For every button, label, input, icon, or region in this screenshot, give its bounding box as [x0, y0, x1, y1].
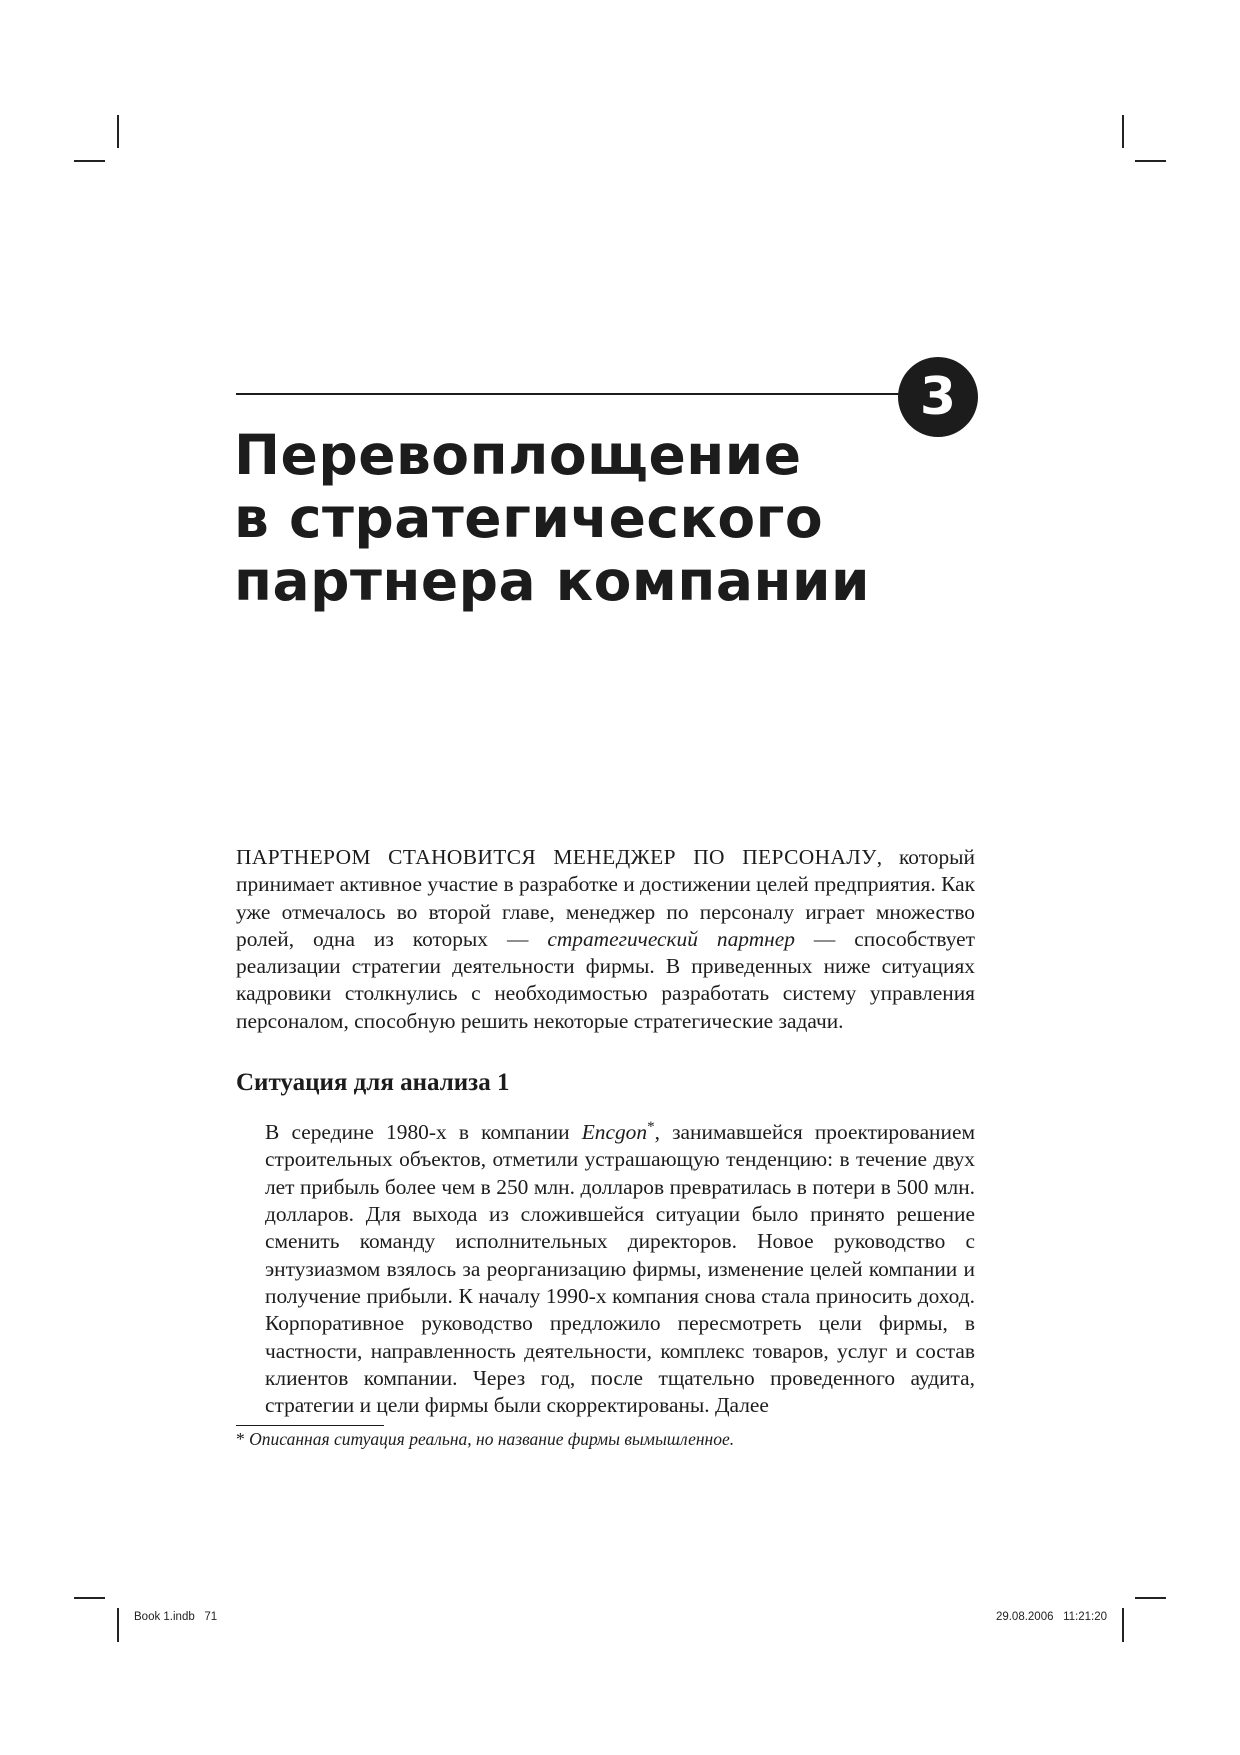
section-heading: Ситуация для анализа 1 — [236, 1069, 510, 1096]
intro-paragraph — [236, 844, 975, 1035]
footnote-mark: * — [236, 1429, 245, 1449]
crop-mark — [1135, 1597, 1166, 1599]
crop-mark — [117, 1608, 119, 1642]
crop-mark — [1122, 1608, 1124, 1642]
footnote — [236, 1428, 734, 1450]
chapter-title-line: партнера компании — [234, 549, 871, 613]
intro-text: — способствует реализации стратегии деятельности фирмы. В приведенных ниже ситуациях кадровики столкнулись с необходимостью разработать систему управления персоналом, способную решить некоторые стратегические задачи. — [236, 926, 975, 1033]
slug-file-info: Book 1.indb 71 — [134, 1611, 218, 1623]
chapter-title-line: в стратегического — [234, 486, 824, 550]
intro-text: , который принимает активное участие в разработке и достижении целей предприятия. Как уже отмечалось во второй главе, менеджер по персоналу играет множество ролей, одна из которых — — [236, 845, 975, 951]
situation-paragraph — [265, 1114, 975, 1419]
intro-emphasis: стратегический партнер — [547, 926, 795, 951]
footnote-reference[interactable]: * — [647, 1119, 655, 1135]
situation-text: В середине 1980-х в компании — [265, 1120, 582, 1145]
crop-mark — [1122, 115, 1124, 148]
company-name: Encgon — [581, 1120, 648, 1145]
chapter-title-line: Перевоплощение — [234, 423, 802, 487]
crop-mark — [1135, 160, 1166, 162]
intro-lead-caps: ПАРТНЕРОМ СТАНОВИТСЯ МЕНЕДЖЕР ПО ПЕРСОНАЛУ — [236, 845, 877, 869]
crop-mark — [117, 115, 119, 148]
crop-mark — [74, 160, 105, 162]
footnote-rule — [236, 1425, 384, 1426]
slug-timestamp: 29.08.2006 11:21:20 — [995, 1611, 1107, 1623]
crop-mark — [74, 1597, 105, 1599]
chapter-number-badge: 3 — [898, 357, 978, 437]
situation-text: , занимавшейся проектированием строительных объектов, отметили устрашающую тенденцию: в течение двух лет прибыль более чем в 250 млн. долларов превратилась в потери в 500 млн. долларов. Для выхода из сложившейся ситуации было принято решение сменить команду исполнительных директоров. Новое руководство с энтузиазмом взялось за реорганизацию фирмы, изменение целей компании и получение прибыли. К началу 1990-х компания снова стала приносить доход. Корпоративное руководство предложило пересмотреть цели фирмы, в частности, направленность деятельности, комплекс товаров, услуг и состав клиентов компании. Через год, после тщательно проведенного аудита, стратегии и цели фирмы были скорректированы. Далее — [265, 1120, 975, 1418]
chapter-rule — [236, 393, 908, 395]
chapter-title — [234, 424, 1034, 613]
footnote-text: Описанная ситуация реальна, но название фирмы вымышленное. — [249, 1429, 735, 1449]
